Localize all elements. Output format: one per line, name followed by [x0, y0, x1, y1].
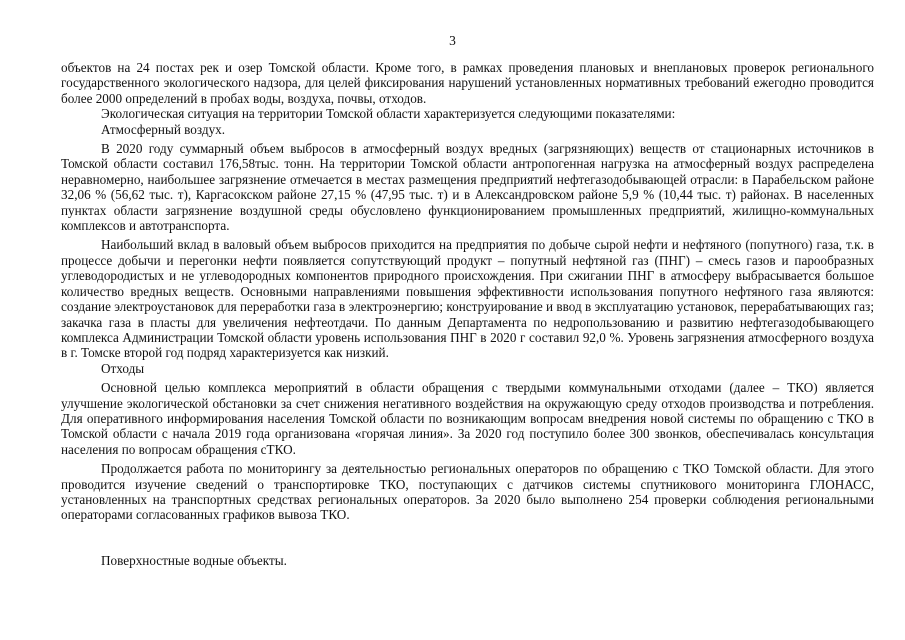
document-body — [61, 60, 874, 568]
section-heading-surface-water: Поверхностные водные объекты. — [101, 552, 287, 568]
paragraph-regional-operators: Продолжается работа по мониторингу за деятельностью региональных операторов по обращению с ТКО Томской области. Для этого проводится изучение сведений о транспортировке ТКО, поступающих с датчиков системы спутникового мониторинга ГЛОНАСС, установленных на транспортных средствах региональных операторов. За 2020 было выполнено 254 проверки соблюдения региональными операторами согласованных графиков вывоза ТКО. — [61, 461, 874, 523]
paragraph-associated-gas: Наибольший вклад в валовый объем выбросов приходится на предприятия по добыче сырой нефти и нефтяного (попутного) газа, т.к. в процессе добычи и перегонки нефти появляется сопутствующий продукт – попутный нефтяной газ (ПНГ) – смесь газов и парообразных углеводородистых и не углеводородных компонентов природного происхождения. При сжигании ПНГ в атмосферу выбрасывается большое количество вредных веществ. Основными направлениями повышения эффективности использования попутного нефтяного газа являются: создание электроустановок для переработки газа в электроэнергию; конструирование и ввод в эксплуатацию установок, перерабатывающих газ; закачка газа в пласты для увеличения нефтеотдачи. По данным Департамента по недропользованию и развитию нефтегазодобывающего комплекса Администрации Томской области уровень использования ПНГ в 2020 г составил 92,0 %. Уровень загрязнения атмосферного воздуха в г. Томске второй год подряд характеризуется как низкий. — [61, 237, 874, 361]
section-heading-waste: Отходы — [101, 360, 145, 376]
paragraph-monitoring-continuation: объектов на 24 постах рек и озер Томской области. Кроме того, в рамках проведения плановых и внеплановых проверок регионального государственного экологического надзора, для целей фиксирования нарушений установленных нормативных требований ежегодно проводится более 2000 определений в пробах воды, воздуха, почвы, отходов. — [61, 60, 874, 106]
paragraph-ecological-situation: Экологическая ситуация на территории Томской области характеризуется следующими показателями: — [101, 106, 676, 122]
paragraph-waste-management: Основной целью комплекса мероприятий в области обращения с твердыми коммунальными отходами (далее – ТКО) является улучшение экологической обстановки за счет снижения негативного воздействия на окружающую среду отходов производства и потребления. Для оперативного информирования населения Томской области по возникающим вопросам внедрения новой системы по обращению с ТКО в Томской области с начала 2019 года организована «горячая линия». За 2020 год поступило более 300 звонков, обеспечивалась консультация населения по вопросам обращения сТКО. — [61, 380, 874, 457]
page-number: 3 — [449, 33, 456, 48]
section-heading-atmospheric-air: Атмосферный воздух. — [101, 121, 226, 137]
paragraph-emissions-2020: В 2020 году суммарный объем выбросов в атмосферный воздух вредных (загрязняющих) веществ от стационарных источников в Томской области составил 176,58тыс. тонн. На территории Томской области антропогенная нагрузка на атмосферный воздух распределена неравномерно, наибольшее загрязнение отмечается в местах размещения предприятий нефтегазодобывающей отрасли: в Парабельском районе 32,06 % (56,62 тыс. т), Каргасокском районе 27,15 % (47,95 тыс. т) и в Александровском районе 5,9 % (10,44 тыс. т) районах. В населенных пунктах области загрязнение воздушной среды обусловлено функционированием промышленных предприятий, жилищно-коммунальных комплексов и автотранспорта. — [61, 141, 874, 234]
